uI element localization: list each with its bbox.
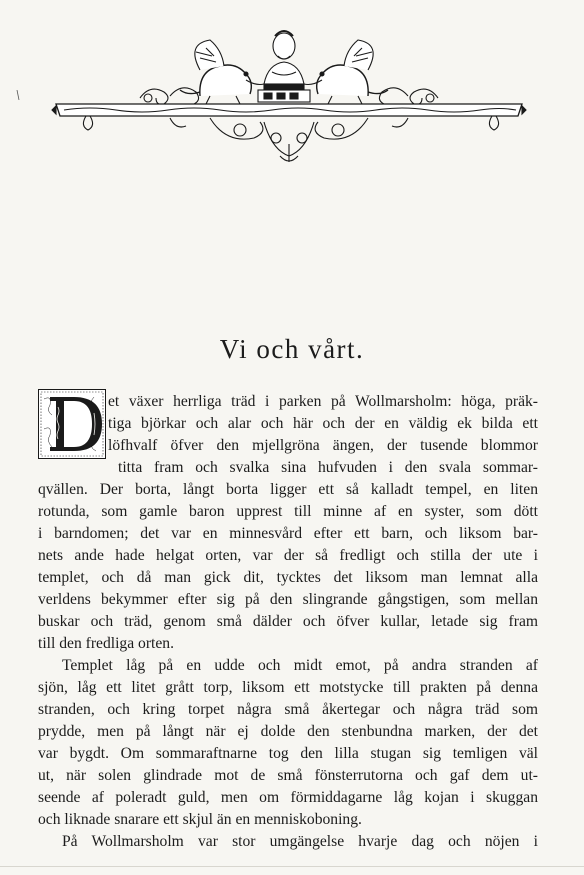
text-line: titta fram och svalka sina hufvuden i den svala sommar-	[118, 459, 538, 476]
left-griffin	[180, 40, 264, 104]
text-line: templet, och då man gick dit, tycktes det liksom man lemnat alla	[38, 569, 538, 586]
text-line: buskar och träd, genom små dälder och öfver kullar, letade sig fram	[38, 613, 538, 630]
page-bottom-edge	[0, 866, 584, 867]
decorative-band	[52, 104, 526, 116]
margin-tick-mark	[16, 90, 20, 100]
text-line: stranden, och kring torpet några små åkertegar och några träd som	[38, 701, 538, 718]
text-line: På Wollmarsholm var stor umgängelse hvarje dag och nöjen i	[62, 833, 538, 850]
scrollwork-left	[140, 88, 199, 105]
text-line: sjön, låg ett litet grått torp, liksom ett motstycke till prakten på denna	[38, 679, 538, 696]
text-line: tiga björkar och alar och här och der en väldig ek bilda ett	[108, 415, 538, 432]
text-line: verldens bekymmer efter sig på den slingrande gångstigen, som mellan	[38, 591, 538, 608]
text-line: Templet låg på en udde och midt emot, på andra stranden af	[62, 657, 538, 674]
text-line: var bygdt. Om sommaraftnarne tog den lilla stugan sig temligen väl	[38, 745, 538, 762]
right-griffin	[304, 40, 388, 104]
bust-on-pedestal	[258, 31, 310, 102]
ornamental-headpiece-illustration	[50, 26, 528, 166]
text-line: et växer herrliga träd i parken på Wollmarsholm: höga, präk-	[108, 393, 538, 410]
text-line: rotunda, som gamle baron upprest till minne af en syster, som dött	[38, 503, 538, 520]
ornamental-drop-cap	[38, 389, 106, 459]
text-line: löfhvalf öfver den mjellgröna ängen, der tusende blommor	[108, 437, 538, 454]
text-line: nets ande hade helgat orten, var der så fredligt och stilla der ute i	[38, 547, 538, 564]
text-line: till den fredliga orten.	[38, 635, 174, 652]
text-line: qvällen. Der borta, långt borta ligger ett så kalladt tempel, en liten	[38, 481, 538, 498]
text-line: i barndomen; det var en minnesvård efter ett barn, och liksom bar-	[38, 525, 538, 542]
text-line: prydde, men på långt när ej dolde den stenbundna marken, der det	[38, 723, 538, 740]
text-line: ut, när solen glindrade mot de små fönsterrutorna och gaf dem ut-	[38, 767, 538, 784]
chapter-title: Vi och vårt.	[219, 334, 365, 364]
pendant-ornament	[170, 118, 408, 162]
text-line: seende af poleradt guld, men om förmiddagarne låg kojan i skuggan	[38, 789, 538, 806]
side-drops	[83, 116, 498, 130]
text-line: och liknade snarare ett skjul än en menniskoboning.	[38, 811, 362, 828]
